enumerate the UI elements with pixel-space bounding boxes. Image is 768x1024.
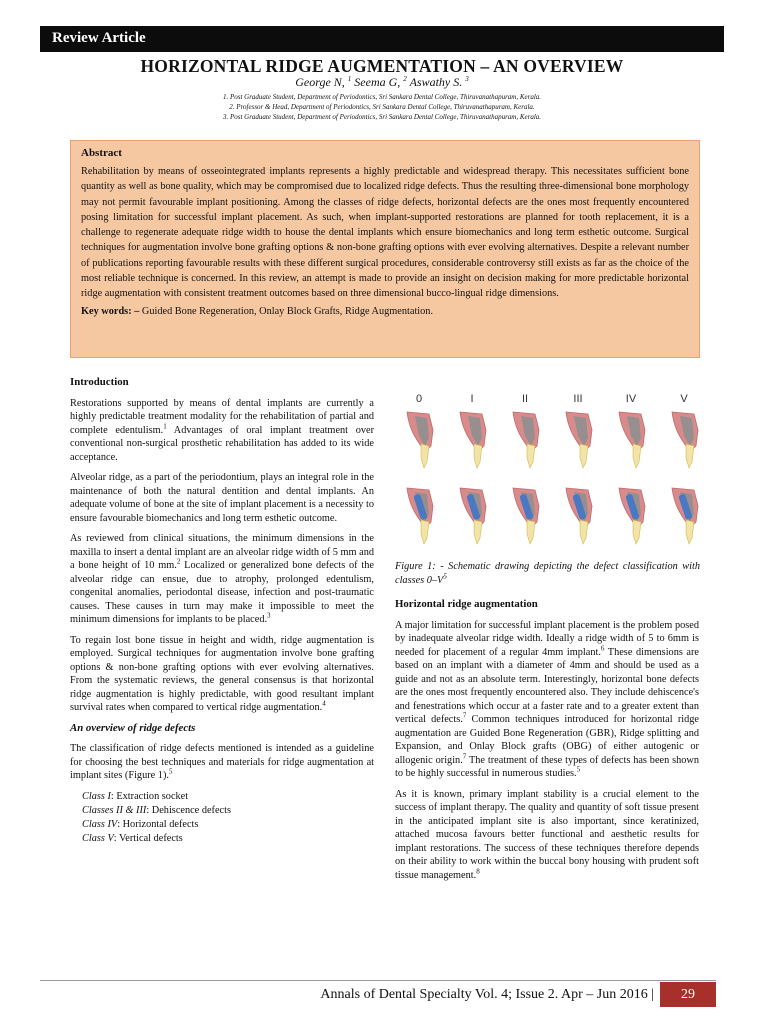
article-type-bar	[40, 26, 724, 52]
author-1: George N,	[295, 75, 345, 89]
overview-paragraph: The classification of ridge defects mentioned is intended as a guideline for choosing the best techniques and materials for ridge augmentation at implant sites (Figure 1).$^5$	[70, 743, 374, 781]
introduction-heading: Introduction	[70, 376, 129, 388]
author-3: Aswathy S.	[406, 75, 463, 89]
tooth-root-shape	[421, 520, 429, 544]
tooth-root-shape	[474, 520, 482, 544]
class-label: III	[573, 393, 583, 405]
keywords-text: Guided Bone Regeneration, Onlay Block Grafts, Ridge Augmentation.	[139, 305, 434, 317]
class-label: V	[680, 393, 688, 405]
author-1-ref: 1	[347, 75, 352, 83]
tooth-root-shape	[686, 444, 694, 468]
class-item: Classes II & III: Dehiscence defects	[82, 804, 231, 816]
class-item: Class IV: Horizontal defects	[82, 818, 199, 830]
affiliation-3: 3. Post Graduate Student, Department of Periodontics, Sri Sankara Dental College, Thiruvanathapuram, Kerala.	[222, 113, 542, 121]
tooth-root-shape	[421, 444, 429, 468]
class-label: IV	[625, 393, 637, 405]
hra-paragraph-2: As it is known, primary implant stability is a crucial element to the success of implant therapy. The quality and quantity of soft tissue present in the anticipated implant site is also important, since keratinized, attached mucosa favours better functional and aesthetic results for implant restorations. The success of these techniques therefore depends on their ability to work within the buccal bony housing with prudent soft tissue management.$^8$	[395, 788, 699, 881]
class-label: I	[470, 393, 474, 405]
article-type-label: Review Article	[52, 30, 146, 46]
intro-paragraph-4: To regain lost bone tissue in height and width, ridge augmentation is employed. Surgical techniques for augmentation involve bone grafting options & non-bone grafting options with ever evolving alternatives. From the systematic reviews, the general consensus is that horizontal ridge augmentation is highly predictable, with good resultant implant survival rates when compared to vertical ridge augmentation.$^4$	[70, 634, 374, 713]
overview-heading: An overview of ridge defects	[70, 721, 196, 734]
keywords	[81, 306, 689, 317]
author-3-ref: 3	[465, 75, 469, 83]
class-list	[82, 790, 374, 846]
affiliation-1: 1. Post Graduate Student, Department of Periodontics, Sri Sankara Dental College, Thiruvanathapuram, Kerala.	[222, 93, 542, 101]
abstract-text: Rehabilitation by means of osseointegrated implants represents a highly predictable and widespread therapy. This necessitates sufficient bone quantity as well as bone quality, which may be compromised due to localized ridge defects. Thus the resulting three-dimensional bone morphology may not permit favourable implant positioning. Among the classes of ridge defects, horizontal defects are the ones most frequently encountered posing limitation for successful implant placement. As such, when implant-supported restorations are planned for tooth replacement, it is a challenge to regenerate adequate ridge width to house the dental implants which ensure biomechanics and long term esthetic outcome. Surgical techniques for augmentation involve bone grafting options & non-bone grafting options with ever evolving alternatives. Despite a relevant number of publications reporting favourable results with these different surgical procedures, considerable controversy still exists as far as the choice of the most reliable technique is concerned. In this review, an attempt is made to provide an insight on decision making for more predictable horizontal ridge augmentation with consistent treatment outcomes based on three dimensional bucco-lingual ridge dimensions.	[81, 166, 689, 300]
page-footer	[40, 980, 716, 1006]
tooth-root-shape	[580, 520, 588, 544]
tooth-root-shape	[633, 444, 641, 468]
left-column	[70, 376, 374, 846]
intro-paragraph-2: Alveolar ridge, as a part of the periodontium, plays an integral role in the maintenance of both the natural dentition and dental implants. An adequate volume of bone at the site of implant placement is a necessity to ensure favourable biomechanics and long term esthetic outcome.	[70, 472, 374, 524]
right-column	[395, 598, 699, 889]
author-2-ref: 2	[403, 75, 407, 83]
defect-classification-figure	[395, 388, 715, 548]
abstract-box	[70, 140, 700, 358]
tooth-root-shape	[527, 444, 535, 468]
tooth-root-shape	[686, 520, 694, 544]
keywords-label: Key words: –	[81, 305, 140, 317]
affiliation-2: 2. Professor & Head, Department of Periodontics, Sri Sankara Dental College, Thiruvanathapuram, Kerala.	[229, 103, 535, 111]
author-line	[40, 75, 724, 90]
page-number: 29	[660, 982, 716, 1007]
intro-paragraph-1: Restorations supported by means of dental implants are currently a highly predictable treatment modality for the rehabilitation of partial and complete edentulism.$^1$ Advantages of oral implant treatment over conventional non-surgical prosthetic rehabilitation has added to its wide acceptance.	[70, 397, 374, 463]
abstract-heading: Abstract	[81, 147, 122, 159]
horizontal-ridge-heading: Horizontal ridge augmentation	[395, 598, 538, 610]
article-title: HORIZONTAL RIDGE AUGMENTATION – AN OVERVIEW	[140, 56, 624, 76]
tooth-root-shape	[527, 520, 535, 544]
figure-caption: Figure 1: - Schematic drawing depicting the defect classification with classes $0-V^5$	[395, 561, 700, 586]
tooth-root-shape	[474, 444, 482, 468]
class-label: II	[521, 393, 529, 405]
class-label: 0	[415, 393, 423, 405]
journal-citation: Annals of Dental Specialty Vol. 4; Issue 2. Apr – Jun 2016 |	[320, 987, 654, 1002]
tooth-root-shape	[580, 444, 588, 468]
tooth-root-shape	[633, 520, 641, 544]
class-item: Class V: Vertical defects	[82, 832, 183, 844]
class-item: Class I: Extraction socket	[82, 790, 189, 802]
intro-paragraph-3: As reviewed from clinical situations, the minimum dimensions in the maxilla to insert a dental implant are an alveolar ridge width of 5 mm and a bone height of 10 mm.$^2$ Localized or generalized bone defects of the alveolar ridge can ensue, due to atrophy, prolonged edentulism, congenital anomalies, periodontal disease, infection and post-traumatic causes. These causes in turn may make it impossible to meet the minimum dimensions for implants to be placed.$^3$	[70, 533, 374, 625]
author-2: Seema G,	[351, 75, 401, 89]
hra-paragraph-1: A major limitation for successful implant placement is the problem posed by inadequate alveolar ridge width. Ideally a ridge width of 5 to 6mm is needed for placement of a regular 4mm implant.$^6$ These dimensions are based on an implant with a diameter of 4mm and should be used as a guide and not as an absolute term. Interestingly, horizontal bone defects are the ones most frequently encountered also. They include dehiscence's and fenestrations which occur at a faster rate and to a greater extent than vertical defects.$^7$ Common techniques introduced for horizontal ridge augmentation are Guided Bone Regeneration (GBR), Ridge splitting and Expansion, and Onlay Block grafts (OBG) of either autogenic or allogenic origin.$^7$ The treatment of these types of defects has been shown to be highly successful in numerous studies.$^5$	[395, 619, 700, 779]
